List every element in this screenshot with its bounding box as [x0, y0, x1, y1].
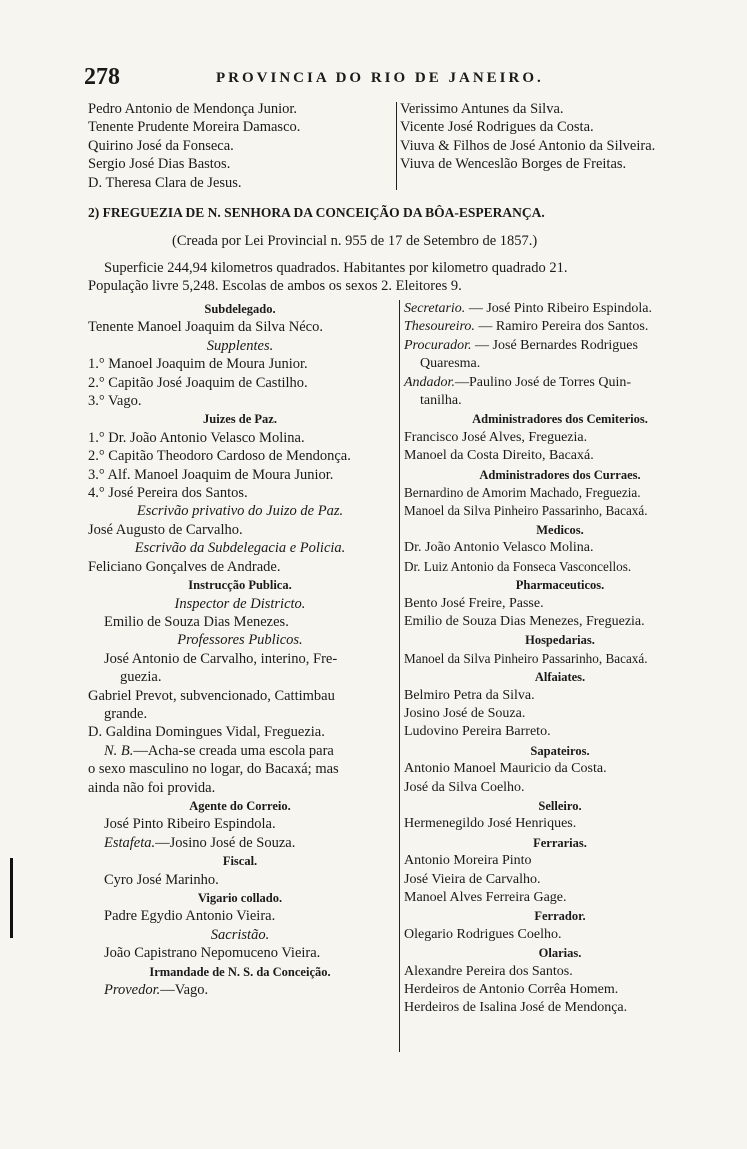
- entry: Manoel Alves Ferreira Gage.: [404, 890, 567, 905]
- heading-irmandade: Irmandade de N. S. da Conceição.: [149, 964, 331, 979]
- entry: Manoel da Silva Pinheiro Passarinho, Bacaxá.: [404, 650, 648, 666]
- entry: Quaresma.: [420, 356, 481, 372]
- entry: 2.° Capitão José Joaquim de Castilho.: [88, 374, 308, 391]
- list-item: Vicente José Rodrigues da Costa.: [400, 119, 594, 136]
- estafeta-label: Estafeta.: [104, 834, 156, 851]
- heading-sacristao: Sacristão.: [210, 926, 270, 943]
- list-item: Quirino José da Fonseca.: [88, 137, 234, 154]
- section-title: 2) FREGUEZIA DE N. SENHORA DA CONCEIÇÃO DA BÔA-ESPERANÇA.: [88, 205, 545, 220]
- left-column: [88, 300, 392, 999]
- running-title: PROVINCIA DO RIO DE JANEIRO.: [216, 70, 544, 86]
- heading-supplentes: Supplentes.: [206, 337, 274, 354]
- heading-olarias: Olarias.: [538, 946, 582, 961]
- note-line: o sexo masculino no logar, do Bacaxá; mas: [88, 761, 339, 778]
- page-number: 278: [84, 64, 120, 90]
- entry: guezia.: [120, 669, 162, 686]
- stats-line: Superficie 244,94 kilometros quadrados. Habitantes por kilometro quadrado 21.: [104, 260, 568, 276]
- entry: [88, 981, 392, 999]
- entry: Antonio Manoel Mauricio da Costa.: [404, 761, 607, 777]
- heading-juizes: Juizes de Paz.: [203, 412, 277, 427]
- entry: José da Silva Coelho.: [404, 779, 525, 795]
- entry: Tenente Manoel Joaquim da Silva Néco.: [88, 319, 323, 336]
- entry: [404, 318, 716, 336]
- heading-subdelegado: Subdelegado.: [204, 302, 276, 316]
- entry: Gabriel Prevot, subvencionado, Cattimbau: [88, 687, 335, 704]
- list-item: Viuva de Wenceslão Borges de Freitas.: [400, 156, 627, 173]
- procurador-label: Procurador.: [404, 337, 472, 353]
- heading-agente: Agente do Correio.: [189, 798, 291, 813]
- entry: 1.° Manoel Joaquim de Moura Junior.: [88, 356, 308, 373]
- estafeta-text: —Josino José de Souza.: [155, 834, 296, 851]
- entry: [404, 374, 716, 392]
- entry: Dr. João Antonio Velasco Molina.: [404, 540, 594, 556]
- entry: Dr. Luiz Antonio da Fonseca Vasconcellos.: [404, 558, 632, 574]
- heading-fiscal: Fiscal.: [222, 854, 258, 869]
- list-item: Sergio José Dias Bastos.: [88, 156, 231, 173]
- entry: tanilha.: [420, 393, 462, 409]
- entry: Francisco José Alves, Freguezia.: [404, 429, 588, 445]
- entry: [404, 337, 716, 355]
- entry: José Augusto de Carvalho.: [88, 521, 243, 538]
- stats-paragraph: [88, 259, 704, 295]
- entry: [88, 834, 392, 852]
- section-creation-note: (Creada por Lei Provincial n. 955 de 17 de Setembro de 1857.): [172, 233, 538, 249]
- entry: Antonio Moreira Pinto: [404, 853, 532, 869]
- heading-cemiterios: Administradores dos Cemiterios.: [472, 412, 648, 427]
- heading-curraes: Administradores dos Curraes.: [479, 467, 641, 482]
- entry: Olegario Rodrigues Coelho.: [404, 926, 562, 942]
- heading-alfaiates: Alfaiates.: [534, 670, 586, 685]
- entry: Belmiro Petra da Silva.: [404, 687, 535, 703]
- entry: Cyro José Marinho.: [104, 871, 219, 888]
- heading-escrivao-juizo: Escrivão privativo do Juizo de Paz.: [136, 503, 344, 520]
- entry: 4.° José Pereira dos Santos.: [88, 485, 248, 502]
- entry: D. Galdina Domingues Vidal, Freguezia.: [88, 724, 325, 741]
- entry: Bento José Freire, Passe.: [404, 595, 544, 611]
- entry: 1.° Dr. João Antonio Velasco Molina.: [88, 429, 305, 446]
- entry: José Antonio de Carvalho, interino, Fre-: [104, 650, 338, 667]
- heading-inspector: Inspector de Districto.: [174, 595, 306, 612]
- entry: Manoel da Costa Direito, Bacaxá.: [404, 448, 594, 464]
- secretario-label: Secretario.: [404, 301, 466, 316]
- entry: Bernardino de Amorim Machado, Freguezia.: [404, 485, 641, 501]
- andador-text: —Paulino José de Torres Quin-: [454, 374, 632, 390]
- entry: Ludovino Pereira Barreto.: [404, 724, 551, 740]
- column-divider: [396, 102, 397, 190]
- list-item: Pedro Antonio de Mendonça Junior.: [88, 101, 298, 117]
- heading-selleiro: Selleiro.: [538, 798, 582, 813]
- entry: [404, 300, 716, 318]
- provedor-text: —Vago.: [160, 982, 209, 999]
- entry: Manoel da Silva Pinheiro Passarinho, Bacaxá.: [404, 503, 648, 519]
- provedor-label: Provedor.: [104, 982, 161, 999]
- procurador-text: — José Bernardes Rodrigues: [471, 337, 638, 353]
- entry: Feliciano Gonçalves de Andrade.: [88, 558, 281, 575]
- thesoureiro-text: — Ramiro Pereira dos Santos.: [474, 319, 649, 335]
- secretario-text: — José Pinto Ribeiro Espindola.: [465, 301, 652, 316]
- entry: Herdeiros de Antonio Corrêa Homem.: [404, 982, 619, 998]
- heading-escrivao-subdelegacia: Escrivão da Subdelegacia e Policia.: [134, 540, 346, 557]
- stats-line: População livre 5,248. Escolas de ambos os sexos 2. Eleitores 9.: [88, 278, 462, 294]
- scan-margin-mark: [10, 858, 13, 938]
- right-column: [404, 300, 716, 1018]
- andador-label: Andador.: [404, 374, 455, 390]
- entry: Emilio de Souza Dias Menezes.: [104, 613, 289, 630]
- entry: Hermenegildo José Henriques.: [404, 816, 577, 832]
- list-item: Verissimo Antunes da Silva.: [400, 101, 564, 117]
- entry: José Vieira de Carvalho.: [404, 871, 541, 887]
- entry: 3.° Alf. Manoel Joaquim de Moura Junior.: [88, 466, 334, 483]
- entry: Herdeiros de Isalina José de Mendonça.: [404, 1000, 628, 1016]
- thesoureiro-label: Thesoureiro.: [404, 319, 475, 335]
- heading-sapateiros: Sapateiros.: [530, 743, 590, 758]
- list-item: D. Theresa Clara de Jesus.: [88, 174, 242, 191]
- heading-hospedarias: Hospedarias.: [525, 633, 595, 648]
- entry: grande.: [104, 705, 148, 722]
- note-line: [88, 742, 392, 760]
- nb-text: —Acha-se creada uma escola para: [133, 742, 334, 759]
- heading-ferrarias: Ferrarias.: [533, 835, 587, 850]
- top-right-list: [400, 100, 710, 174]
- entry: Emilio de Souza Dias Menezes, Freguezia.: [404, 613, 645, 629]
- heading-vigario: Vigario collado.: [197, 891, 283, 905]
- entry: José Pinto Ribeiro Espindola.: [104, 816, 276, 833]
- note-line: ainda não foi provida.: [88, 779, 216, 796]
- entry: 2.° Capitão Theodoro Cardoso de Mendonça.: [88, 448, 351, 465]
- top-left-list: [88, 100, 388, 192]
- list-item: Tenente Prudente Moreira Damasco.: [88, 119, 301, 136]
- heading-medicos: Medicos.: [536, 522, 584, 537]
- heading-pharmaceuticos: Pharmaceuticos.: [515, 578, 605, 593]
- entry: Padre Egydio Antonio Vieira.: [104, 908, 276, 925]
- heading-ferrador: Ferrador.: [534, 909, 586, 924]
- entry: Josino José de Souza.: [404, 705, 526, 721]
- column-divider: [399, 300, 400, 1052]
- nb-label: N. B.: [104, 742, 134, 759]
- entry: João Capistrano Nepomuceno Vieira.: [104, 945, 321, 962]
- entry: 3.° Vago.: [88, 393, 142, 410]
- list-item: Viuva & Filhos de José Antonio da Silveira.: [400, 137, 656, 154]
- heading-instrucao: Instrucção Publica.: [188, 578, 292, 593]
- heading-professores: Professores Publicos.: [177, 632, 303, 649]
- entry: Alexandre Pereira dos Santos.: [404, 963, 573, 979]
